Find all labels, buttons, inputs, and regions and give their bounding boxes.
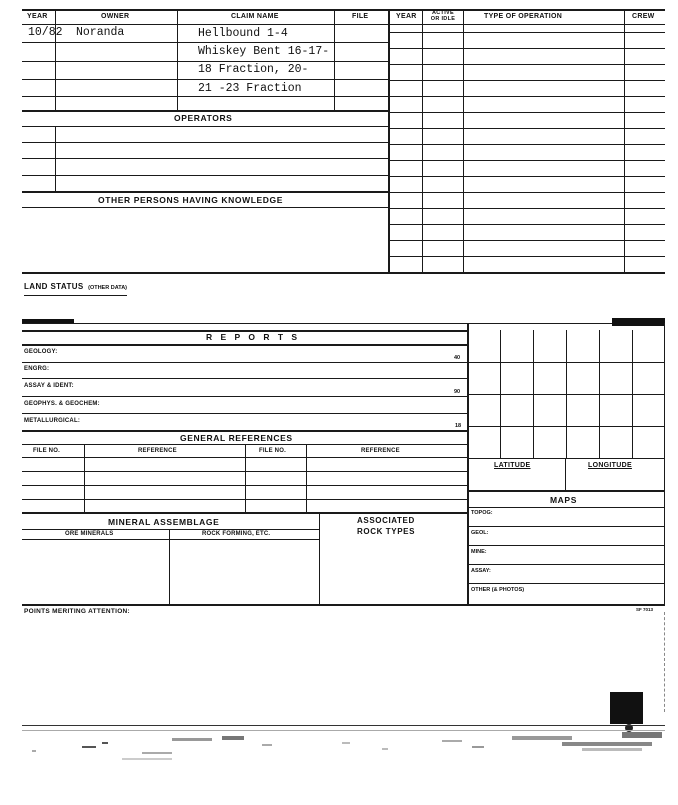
right-row-line bbox=[388, 208, 665, 209]
report-row-line bbox=[22, 362, 467, 363]
ref-header-file-no: FILE NO. bbox=[259, 448, 286, 454]
land-status-label: LAND STATUS bbox=[24, 282, 84, 291]
claim-name-line: Hellbound 1-4 bbox=[198, 27, 288, 40]
report-row-label: ASSAY & IDENT: bbox=[24, 383, 74, 389]
claim-name-line: Whiskey Bent 16-17- bbox=[198, 45, 330, 58]
rock-types-label: ROCK TYPES bbox=[357, 527, 416, 536]
registration-square bbox=[610, 692, 643, 724]
right-row-line bbox=[388, 64, 665, 65]
general-references-title: GENERAL REFERENCES bbox=[180, 433, 293, 443]
mineral-bottom-border bbox=[22, 604, 665, 606]
grid-row bbox=[467, 458, 665, 459]
land-status-sublabel: (OTHER DATA) bbox=[88, 285, 128, 291]
report-row-line bbox=[22, 396, 467, 397]
mineral-assemblage-title: MINERAL ASSEMBLAGE bbox=[108, 517, 220, 527]
mineral-header-bottom bbox=[22, 539, 319, 540]
reports-header-bottom bbox=[22, 344, 467, 346]
header-or-idle: OR IDLE bbox=[430, 16, 456, 22]
other-persons-label: OTHER PERSONS HAVING KNOWLEDGE bbox=[98, 195, 284, 205]
report-row-code: 18 bbox=[455, 423, 462, 429]
claim-name-line: 21 -23 Fraction bbox=[198, 82, 302, 95]
top-bar-right bbox=[612, 318, 665, 326]
rock-forming-label: ROCK FORMING, ETC. bbox=[202, 531, 271, 537]
right-row-line bbox=[388, 160, 665, 161]
reports-title: R E P O R T S bbox=[206, 332, 301, 342]
right-row-line bbox=[388, 256, 665, 257]
right-row-line bbox=[388, 224, 665, 225]
header-year-right: YEAR bbox=[396, 13, 417, 20]
ref-col-divider bbox=[84, 444, 85, 512]
points-meriting-attention-label: POINTS MERITING ATTENTION: bbox=[24, 608, 131, 615]
row-line bbox=[22, 61, 388, 62]
row-line bbox=[22, 158, 388, 159]
maps-row-line bbox=[467, 545, 665, 546]
maps-row-label: ASSAY: bbox=[471, 568, 491, 574]
right-row-line bbox=[388, 80, 665, 81]
bottom-rule-faint bbox=[22, 730, 665, 731]
report-row-line bbox=[22, 413, 467, 414]
grid-row bbox=[467, 426, 665, 427]
mineral-col-divider bbox=[169, 529, 170, 604]
header-year: YEAR bbox=[27, 13, 48, 20]
right-row-line bbox=[388, 176, 665, 177]
maps-row-line bbox=[467, 583, 665, 584]
associated-label: ASSOCIATED bbox=[357, 516, 415, 525]
header-type-of-operation: TYPE OF OPERATION bbox=[484, 13, 563, 20]
associated-col-divider bbox=[319, 512, 320, 604]
right-row-line bbox=[388, 240, 665, 241]
mineral-title-bottom bbox=[22, 529, 319, 530]
other-persons-header-bottom bbox=[22, 207, 388, 208]
latlong-divider bbox=[565, 458, 566, 490]
maps-title: MAPS bbox=[550, 495, 577, 505]
top-border bbox=[22, 9, 665, 11]
ref-col-divider bbox=[306, 444, 307, 512]
grid-row bbox=[467, 394, 665, 395]
header-active-idle bbox=[424, 10, 462, 22]
maps-row-line bbox=[467, 564, 665, 565]
operators-label: OPERATORS bbox=[174, 113, 233, 123]
land-status bbox=[24, 276, 127, 296]
operators-col-divider bbox=[55, 127, 56, 192]
ref-header-file-no: FILE NO. bbox=[33, 448, 60, 454]
maps-row-label: GEOL: bbox=[471, 530, 489, 536]
operators-top-border bbox=[22, 110, 388, 112]
row-line bbox=[22, 42, 388, 43]
header-bottom-border bbox=[22, 24, 665, 25]
row-line bbox=[22, 175, 388, 176]
ore-minerals-label: ORE MINERALS bbox=[65, 531, 114, 537]
form-top-border bbox=[22, 323, 665, 324]
maps-row-line bbox=[467, 526, 665, 527]
right-row-line bbox=[388, 32, 665, 33]
longitude-label: LONGITUDE bbox=[588, 462, 632, 469]
form-code: SF 7013 bbox=[636, 607, 654, 612]
entry-year: 10/82 bbox=[28, 26, 63, 39]
header-owner: OWNER bbox=[101, 13, 130, 20]
report-row-label: GEOPHYS. & GEOCHEM: bbox=[24, 401, 100, 407]
row-line bbox=[22, 79, 388, 80]
general-refs-top bbox=[22, 430, 467, 432]
operators-header-bottom bbox=[22, 126, 388, 127]
row-line bbox=[22, 142, 388, 143]
right-row-line bbox=[388, 128, 665, 129]
latitude-label: LATITUDE bbox=[494, 462, 531, 469]
header-file: FILE bbox=[352, 13, 369, 20]
ref-header-reference: REFERENCE bbox=[138, 448, 177, 454]
right-row-line bbox=[388, 112, 665, 113]
maps-row-label: OTHER (& PHOTOS) bbox=[471, 587, 525, 593]
general-refs-bottom bbox=[22, 512, 467, 514]
report-row-label: ENGRG: bbox=[24, 366, 50, 372]
maps-row-label: MINE: bbox=[471, 549, 487, 555]
right-row-line bbox=[388, 144, 665, 145]
claim-name-line: 18 Fraction, 20- bbox=[198, 63, 309, 76]
report-row-line bbox=[22, 378, 467, 379]
row-line bbox=[22, 96, 388, 97]
maps-row-label: TOPOG: bbox=[471, 510, 493, 516]
report-row-label: GEOLOGY: bbox=[24, 349, 58, 355]
report-row-code: 40 bbox=[454, 355, 461, 361]
entry-owner: Noranda bbox=[76, 26, 125, 39]
ref-col-divider bbox=[245, 444, 246, 512]
right-panel-edge bbox=[664, 323, 665, 604]
right-row-line bbox=[388, 48, 665, 49]
right-row-line bbox=[388, 96, 665, 97]
right-panel-divider bbox=[467, 323, 469, 604]
report-row-code: 90 bbox=[454, 389, 461, 395]
maps-title-bottom bbox=[467, 507, 665, 508]
header-crew: CREW bbox=[632, 13, 655, 20]
header-active: ACTIVE bbox=[432, 10, 454, 16]
header-claim-name: CLAIM NAME bbox=[231, 13, 279, 20]
bottom-rule bbox=[22, 725, 665, 726]
maps-top-border bbox=[467, 490, 665, 492]
right-row-line bbox=[388, 192, 665, 193]
grid-row bbox=[467, 362, 665, 363]
top-table-bottom-border bbox=[22, 272, 665, 274]
report-row-label: METALLURGICAL: bbox=[24, 418, 81, 424]
ref-header-reference: REFERENCE bbox=[361, 448, 400, 454]
scan-noise bbox=[22, 732, 665, 772]
right-edge-dashes bbox=[664, 612, 665, 712]
other-persons-top-border bbox=[22, 191, 388, 193]
